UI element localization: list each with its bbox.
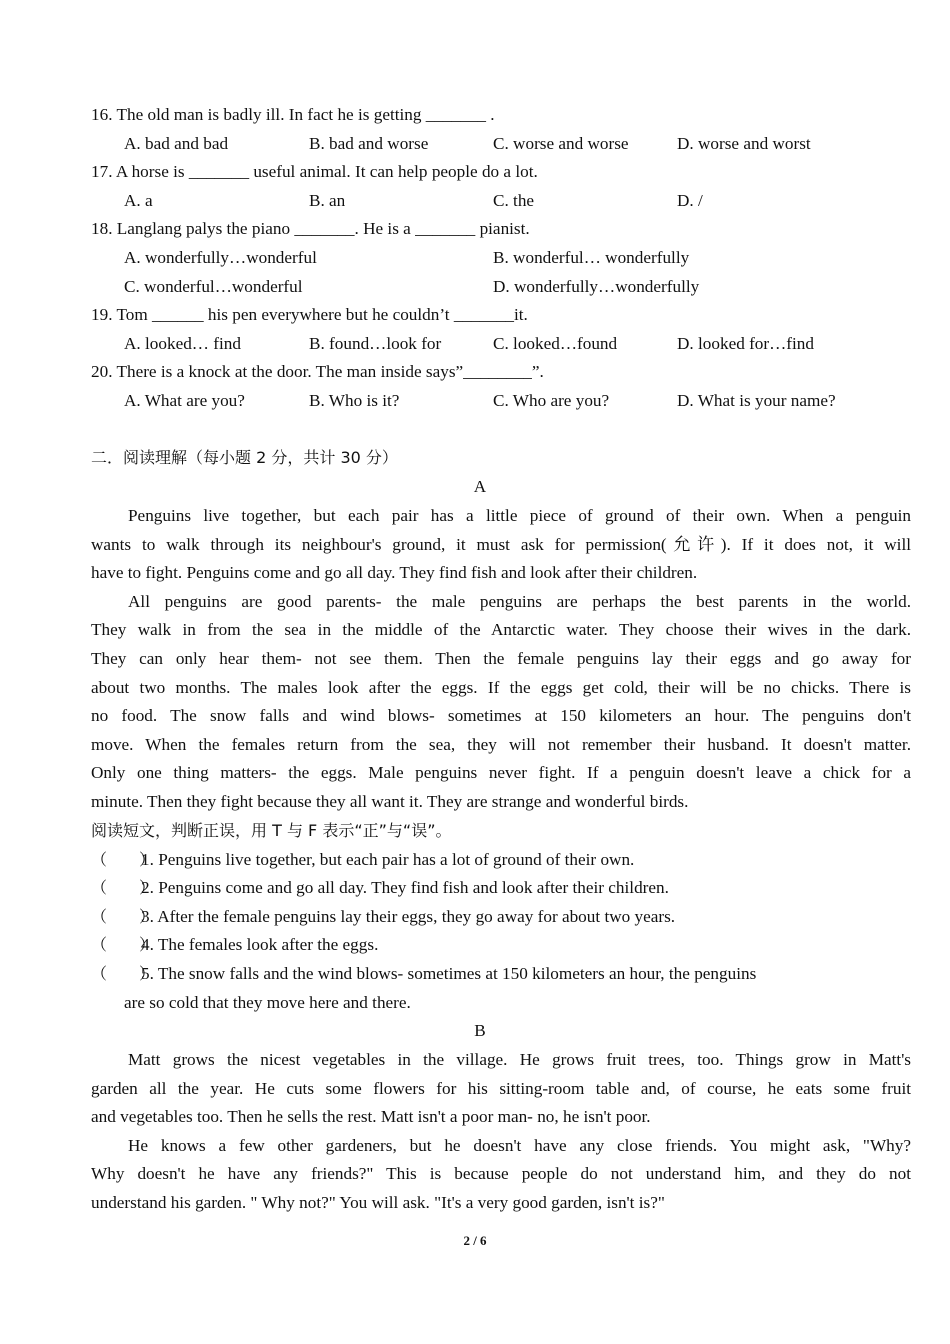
tf-item-2 (91, 877, 669, 899)
tf-statement: 4. The females look after the eggs. (141, 935, 379, 954)
answer-blank[interactable]: （ ） (91, 878, 156, 897)
text-line: They can only hear them- not see them. Then the female penguins lay their eggs and go away for (91, 648, 911, 668)
answer-blank[interactable]: （ ） (91, 907, 156, 926)
text-line: All penguins are good parents- the male penguins are perhaps the best parents in the world. (128, 591, 911, 611)
text-line: Matt grows the nicest vegetables in the village. He grows fruit trees, too. Things grow in Matt's (128, 1050, 911, 1069)
section-heading-reading: 二．阅读理解（每小题 2 分，共计 30 分） (91, 448, 398, 467)
tf-item-3 (91, 906, 675, 928)
text-line: Penguins live together, but each pair has a little piece of ground of their own. When a penguin (128, 506, 911, 525)
q20-option-c: C. Who are you? (493, 391, 610, 410)
tf-statement: 1. Penguins live together, but each pair has a lot of ground of their own. (141, 850, 635, 869)
text-line: have to fight. Penguins come and go all day. They find fish and look after their children. (91, 563, 698, 583)
text-line: move. When the females return from the sea, they will not remember their husband. It doesn't matter. (91, 734, 911, 754)
answer-blank[interactable]: （ ） (91, 964, 156, 983)
q20-option-d: D. What is your name? (677, 391, 836, 410)
passage-b-body (91, 1046, 911, 1218)
passage-a-body (91, 502, 911, 817)
q17-option-a: A. a (124, 191, 153, 210)
tf-item-4 (91, 934, 378, 956)
q19-option-c: C. looked…found (493, 334, 618, 353)
text-line: Why doesn't he have any friends?" This is because people do not understand him, and they do not (91, 1164, 911, 1184)
q19-option-b: B. found…look for (309, 334, 442, 353)
q20-option-b: B. Who is it? (309, 391, 400, 410)
q16-option-d: D. worse and worst (677, 134, 811, 153)
answer-blank[interactable]: （ ） (91, 850, 156, 869)
tf-item-5-continued: are so cold that they move here and there. (124, 993, 411, 1012)
answer-blank[interactable]: （ ） (91, 935, 156, 954)
q19-option-d: D. looked for…find (677, 334, 814, 353)
tf-statement: 5. The snow falls and the wind blows- sometimes at 150 kilometers an hour, the penguins (141, 964, 757, 983)
question-17: 17. A horse is _______ useful animal. It can help people do a lot. (91, 162, 538, 181)
tf-item-5 (91, 963, 756, 985)
text-line: about two months. The males look after the eggs. If the eggs get cold, their will be no chicks. There is (91, 677, 911, 697)
passage-a-paragraph-2 (91, 588, 911, 617)
q17-option-d: D. / (677, 191, 703, 210)
tf-statement: 3. After the female penguins lay their eggs, they go away for about two years. (141, 907, 676, 926)
text-line: and vegetables too. Then he sells the rest. Matt isn't a poor man- no, he isn't poor. (91, 1107, 651, 1127)
tf-instruction: 阅读短文，判断正误，用 T 与 F 表示“正”与“误”。 (91, 821, 452, 840)
passage-a-paragraph-1 (91, 502, 911, 531)
q17-option-c: C. the (493, 191, 535, 210)
page-number: 2 / 6 (463, 1233, 487, 1248)
q18-option-c: C. wonderful…wonderful (124, 277, 303, 296)
question-20: 20. There is a knock at the door. The man inside says”________”. (91, 362, 544, 381)
text-line: He knows a few other gardeners, but he doesn't have any close friends. You might ask, "Why? (128, 1135, 911, 1155)
passage-b-paragraph-1 (91, 1046, 911, 1075)
q16-option-c: C. worse and worse (493, 134, 629, 153)
text-line: Only one thing matters- the eggs. Male penguins never fight. If a penguin doesn't leave a chick for a (91, 763, 911, 783)
text-line: wants to walk through its neighbour's ground, it must ask for permission(允许). If it does not, it will (91, 534, 911, 554)
tf-item-1 (91, 849, 634, 871)
passage-a-label: A (473, 477, 487, 496)
passage-b-paragraph-2 (91, 1132, 911, 1161)
q17-option-b: B. an (309, 191, 346, 210)
q18-option-a: A. wonderfully…wonderful (124, 248, 317, 267)
text-line: They walk in from the sea in the middle of the Antarctic water. They choose their wives in the dark. (91, 620, 911, 640)
question-18: 18. Langlang palys the piano _______. He is a _______ pianist. (91, 219, 530, 238)
q18-option-d: D. wonderfully…wonderfully (493, 277, 700, 296)
text-line: garden all the year. He cuts some flowers for his sitting-room table and, of course, he eats some fruit (91, 1078, 911, 1098)
question-19: 19. Tom ______ his pen everywhere but he couldn’t _______it. (91, 305, 528, 324)
text-line: minute. Then they fight because they all want it. They are strange and wonderful birds. (91, 791, 689, 811)
q20-option-a: A. What are you? (124, 391, 245, 410)
q16-option-b: B. bad and worse (309, 134, 429, 153)
tf-statement: 2. Penguins come and go all day. They find fish and look after their children. (141, 878, 669, 897)
q18-option-b: B. wonderful… wonderfully (493, 248, 690, 267)
text-line: understand his garden. " Why not?" You will ask. "It's a very good garden, isn't is?" (91, 1192, 665, 1212)
q19-option-a: A. looked… find (124, 334, 241, 353)
passage-b-label: B (474, 1021, 486, 1040)
question-16: 16. The old man is badly ill. In fact he is getting _______ . (91, 105, 495, 124)
text-line: no food. The snow falls and wind blows- sometimes at 150 kilometers an hour. The penguins don't (91, 706, 911, 726)
q16-option-a: A. bad and bad (124, 134, 229, 153)
